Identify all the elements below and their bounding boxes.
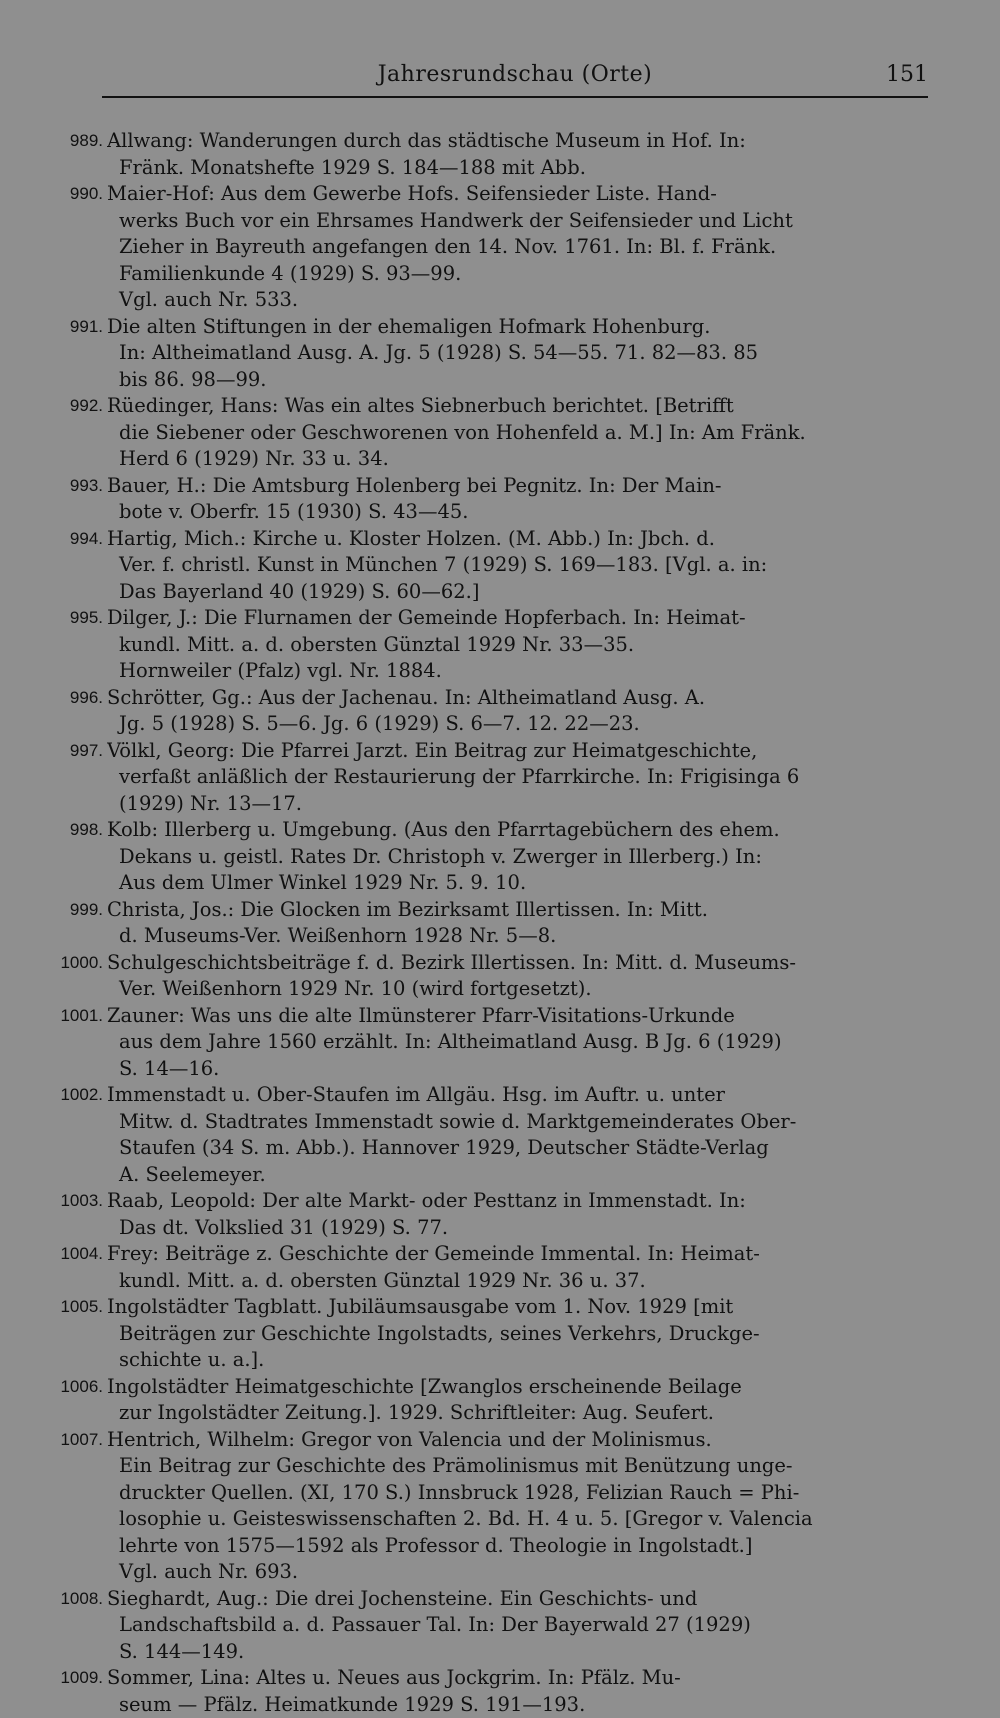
bibliography-entry bbox=[45, 897, 928, 950]
entry-number: 1009. bbox=[45, 1665, 103, 1692]
entry-number: 1007. bbox=[45, 1427, 103, 1454]
entry-number: 995. bbox=[45, 605, 103, 632]
entry-line: Mitw. d. Stadtrates Immenstadt sowie d. Marktgemeinderates Ober- bbox=[107, 1109, 928, 1136]
bibliography-entry bbox=[45, 738, 928, 818]
entry-text bbox=[107, 817, 928, 897]
entry-number: 989. bbox=[45, 128, 103, 155]
entry-line: seum — Pfälz. Heimatkunde 1929 S. 191—193. bbox=[107, 1692, 928, 1718]
entry-line: Sommer, Lina: Altes u. Neues aus Jockgrim. In: Pfälz. Mu- bbox=[107, 1665, 928, 1692]
entry-number: 991. bbox=[45, 314, 103, 341]
entry-number: 1004. bbox=[45, 1241, 103, 1268]
bibliography-entry bbox=[45, 314, 928, 394]
header-title: Jahresrundschau (Orte) bbox=[102, 62, 928, 87]
entry-number: 997. bbox=[45, 738, 103, 765]
entry-line: Kolb: Illerberg u. Umgebung. (Aus den Pfarrtagebüchern des ehem. bbox=[107, 817, 928, 844]
entry-line: Vgl. auch Nr. 533. bbox=[107, 287, 928, 314]
entry-line: Ver. Weißenhorn 1929 Nr. 10 (wird fortgesetzt). bbox=[107, 976, 928, 1003]
entry-line: Dilger, J.: Die Flurnamen der Gemeinde Hopferbach. In: Heimat- bbox=[107, 605, 928, 632]
entry-line: Immenstadt u. Ober-Staufen im Allgäu. Hsg. im Auftr. u. unter bbox=[107, 1082, 928, 1109]
entry-line: Landschaftsbild a. d. Passauer Tal. In: Der Bayerwald 27 (1929) bbox=[107, 1612, 928, 1639]
entry-line: Zauner: Was uns die alte Ilmünsterer Pfarr-Visitations-Urkunde bbox=[107, 1003, 928, 1030]
bibliography-entry bbox=[45, 1427, 928, 1586]
entry-line: Die alten Stiftungen in der ehemaligen Hofmark Hohenburg. bbox=[107, 314, 928, 341]
entry-line: druckter Quellen. (XI, 170 S.) Innsbruck 1928, Felizian Rauch = Phi- bbox=[107, 1480, 928, 1507]
entry-number: 1001. bbox=[45, 1003, 103, 1030]
entry-number: 990. bbox=[45, 181, 103, 208]
entry-line: Zieher in Bayreuth angefangen den 14. Nov. 1761. In: Bl. f. Fränk. bbox=[107, 234, 928, 261]
bibliography-entry bbox=[45, 1294, 928, 1374]
entry-line: verfaßt anläßlich der Restaurierung der Pfarrkirche. In: Frigisinga 6 bbox=[107, 764, 928, 791]
entry-line: Jg. 5 (1928) S. 5—6. Jg. 6 (1929) S. 6—7. 12. 22—23. bbox=[107, 711, 928, 738]
bibliography-entry bbox=[45, 1241, 928, 1294]
entry-number: 1000. bbox=[45, 950, 103, 977]
entry-line: Raab, Leopold: Der alte Markt- oder Pesttanz in Immenstadt. In: bbox=[107, 1188, 928, 1215]
entry-number: 993. bbox=[45, 473, 103, 500]
entry-line: losophie u. Geisteswissenschaften 2. Bd. H. 4 u. 5. [Gregor v. Valencia bbox=[107, 1506, 928, 1533]
entry-line: S. 14—16. bbox=[107, 1056, 928, 1083]
entry-number: 994. bbox=[45, 526, 103, 553]
entry-line: Schrötter, Gg.: Aus der Jachenau. In: Altheimatland Ausg. A. bbox=[107, 685, 928, 712]
bibliography-entry bbox=[45, 1374, 928, 1427]
entry-line: Beiträgen zur Geschichte Ingolstadts, seines Verkehrs, Druckge- bbox=[107, 1321, 928, 1348]
entry-line: lehrte von 1575—1592 als Professor d. Theologie in Ingolstadt.] bbox=[107, 1533, 928, 1560]
entry-line: Aus dem Ulmer Winkel 1929 Nr. 5. 9. 10. bbox=[107, 870, 928, 897]
entry-text bbox=[107, 950, 928, 1003]
entry-text bbox=[107, 128, 928, 181]
entry-line: In: Altheimatland Ausg. A. Jg. 5 (1928) S. 54—55. 71. 82—83. 85 bbox=[107, 340, 928, 367]
bibliography-entry bbox=[45, 950, 928, 1003]
entry-line: Hartig, Mich.: Kirche u. Kloster Holzen. (M. Abb.) In: Jbch. d. bbox=[107, 526, 928, 553]
entry-text bbox=[107, 314, 928, 394]
bibliography-entry bbox=[45, 685, 928, 738]
entry-text bbox=[107, 1294, 928, 1374]
entry-line: Staufen (34 S. m. Abb.). Hannover 1929, Deutscher Städte-Verlag bbox=[107, 1135, 928, 1162]
entry-text bbox=[107, 685, 928, 738]
entry-number: 999. bbox=[45, 897, 103, 924]
entry-line: zur Ingolstädter Zeitung.]. 1929. Schriftleiter: Aug. Seufert. bbox=[107, 1400, 928, 1427]
bibliography-entry bbox=[45, 817, 928, 897]
bibliography-entry bbox=[45, 1082, 928, 1188]
entry-line: Hentrich, Wilhelm: Gregor von Valencia und der Molinismus. bbox=[107, 1427, 928, 1454]
entry-number: 1006. bbox=[45, 1374, 103, 1401]
entry-number: 996. bbox=[45, 685, 103, 712]
entry-line: kundl. Mitt. a. d. obersten Günztal 1929 Nr. 33—35. bbox=[107, 632, 928, 659]
bibliography-entry bbox=[45, 128, 928, 181]
entry-line: Sieghardt, Aug.: Die drei Jochensteine. Ein Geschichts- und bbox=[107, 1586, 928, 1613]
entry-text bbox=[107, 1003, 928, 1083]
entry-line: Hornweiler (Pfalz) vgl. Nr. 1884. bbox=[107, 658, 928, 685]
bibliography-entry bbox=[45, 1003, 928, 1083]
entry-line: Fränk. Monatshefte 1929 S. 184—188 mit Abb. bbox=[107, 155, 928, 182]
entry-text bbox=[107, 1665, 928, 1718]
entry-text bbox=[107, 1082, 928, 1188]
entry-line: Ingolstädter Heimatgeschichte [Zwanglos erscheinende Beilage bbox=[107, 1374, 928, 1401]
entry-line: d. Museums-Ver. Weißenhorn 1928 Nr. 5—8. bbox=[107, 923, 928, 950]
entry-line: Frey: Beiträge z. Geschichte der Gemeinde Immental. In: Heimat- bbox=[107, 1241, 928, 1268]
entry-line: aus dem Jahre 1560 erzählt. In: Altheimatland Ausg. B Jg. 6 (1929) bbox=[107, 1029, 928, 1056]
entry-line: Familienkunde 4 (1929) S. 93—99. bbox=[107, 261, 928, 288]
bibliography-entry bbox=[45, 1188, 928, 1241]
entry-line: Das Bayerland 40 (1929) S. 60—62.] bbox=[107, 579, 928, 606]
entry-line: Vgl. auch Nr. 693. bbox=[107, 1559, 928, 1586]
entry-line: die Siebener oder Geschworenen von Hohenfeld a. M.] In: Am Fränk. bbox=[107, 420, 928, 447]
bibliography-entry bbox=[45, 526, 928, 606]
entry-line: Christa, Jos.: Die Glocken im Bezirksamt Illertissen. In: Mitt. bbox=[107, 897, 928, 924]
entry-line: Das dt. Volkslied 31 (1929) S. 77. bbox=[107, 1215, 928, 1242]
entry-text bbox=[107, 1427, 928, 1586]
bibliography-entry bbox=[45, 605, 928, 685]
entry-number: 1003. bbox=[45, 1188, 103, 1215]
entry-line: Ein Beitrag zur Geschichte des Prämolinismus mit Benützung unge- bbox=[107, 1453, 928, 1480]
entry-line: Ingolstädter Tagblatt. Jubiläumsausgabe vom 1. Nov. 1929 [mit bbox=[107, 1294, 928, 1321]
entry-number: 1005. bbox=[45, 1294, 103, 1321]
entry-line: Maier-Hof: Aus dem Gewerbe Hofs. Seifensieder Liste. Hand- bbox=[107, 181, 928, 208]
entry-line: Schulgeschichtsbeiträge f. d. Bezirk Illertissen. In: Mitt. d. Museums- bbox=[107, 950, 928, 977]
entry-number: 1008. bbox=[45, 1586, 103, 1613]
entry-text bbox=[107, 393, 928, 473]
entry-text bbox=[107, 1188, 928, 1241]
bibliography-entry bbox=[45, 1586, 928, 1666]
bibliography-list bbox=[45, 128, 928, 1718]
entry-line: werks Buch vor ein Ehrsames Handwerk der Seifensieder und Licht bbox=[107, 208, 928, 235]
entry-text bbox=[107, 1374, 928, 1427]
entry-text bbox=[107, 1586, 928, 1666]
entry-line: Völkl, Georg: Die Pfarrei Jarzt. Ein Beitrag zur Heimatgeschichte, bbox=[107, 738, 928, 765]
entry-number: 998. bbox=[45, 817, 103, 844]
entry-line: Rüedinger, Hans: Was ein altes Siebnerbuch berichtet. [Betrifft bbox=[107, 393, 928, 420]
entry-line: (1929) Nr. 13—17. bbox=[107, 791, 928, 818]
entry-line: kundl. Mitt. a. d. obersten Günztal 1929 Nr. 36 u. 37. bbox=[107, 1268, 928, 1295]
page-number: 151 bbox=[886, 62, 928, 87]
entry-text bbox=[107, 605, 928, 685]
entry-number: 992. bbox=[45, 393, 103, 420]
entry-line: A. Seelemeyer. bbox=[107, 1162, 928, 1189]
entry-line: Allwang: Wanderungen durch das städtische Museum in Hof. In: bbox=[107, 128, 928, 155]
bibliography-entry bbox=[45, 393, 928, 473]
entry-text bbox=[107, 526, 928, 606]
entry-text bbox=[107, 473, 928, 526]
entry-line: Herd 6 (1929) Nr. 33 u. 34. bbox=[107, 446, 928, 473]
running-header bbox=[102, 56, 928, 98]
entry-text bbox=[107, 897, 928, 950]
entry-line: schichte u. a.]. bbox=[107, 1347, 928, 1374]
bibliography-entry bbox=[45, 473, 928, 526]
entry-line: bis 86. 98—99. bbox=[107, 367, 928, 394]
entry-text bbox=[107, 181, 928, 314]
bibliography-entry bbox=[45, 1665, 928, 1718]
entry-number: 1002. bbox=[45, 1082, 103, 1109]
entry-line: Bauer, H.: Die Amtsburg Holenberg bei Pegnitz. In: Der Main- bbox=[107, 473, 928, 500]
bibliography-entry bbox=[45, 181, 928, 314]
entry-line: S. 144—149. bbox=[107, 1639, 928, 1666]
entry-line: Ver. f. christl. Kunst in München 7 (1929) S. 169—183. [Vgl. a. in: bbox=[107, 552, 928, 579]
entry-text bbox=[107, 738, 928, 818]
entry-text bbox=[107, 1241, 928, 1294]
entry-line: bote v. Oberfr. 15 (1930) S. 43—45. bbox=[107, 499, 928, 526]
entry-line: Dekans u. geistl. Rates Dr. Christoph v. Zwerger in Illerberg.) In: bbox=[107, 844, 928, 871]
